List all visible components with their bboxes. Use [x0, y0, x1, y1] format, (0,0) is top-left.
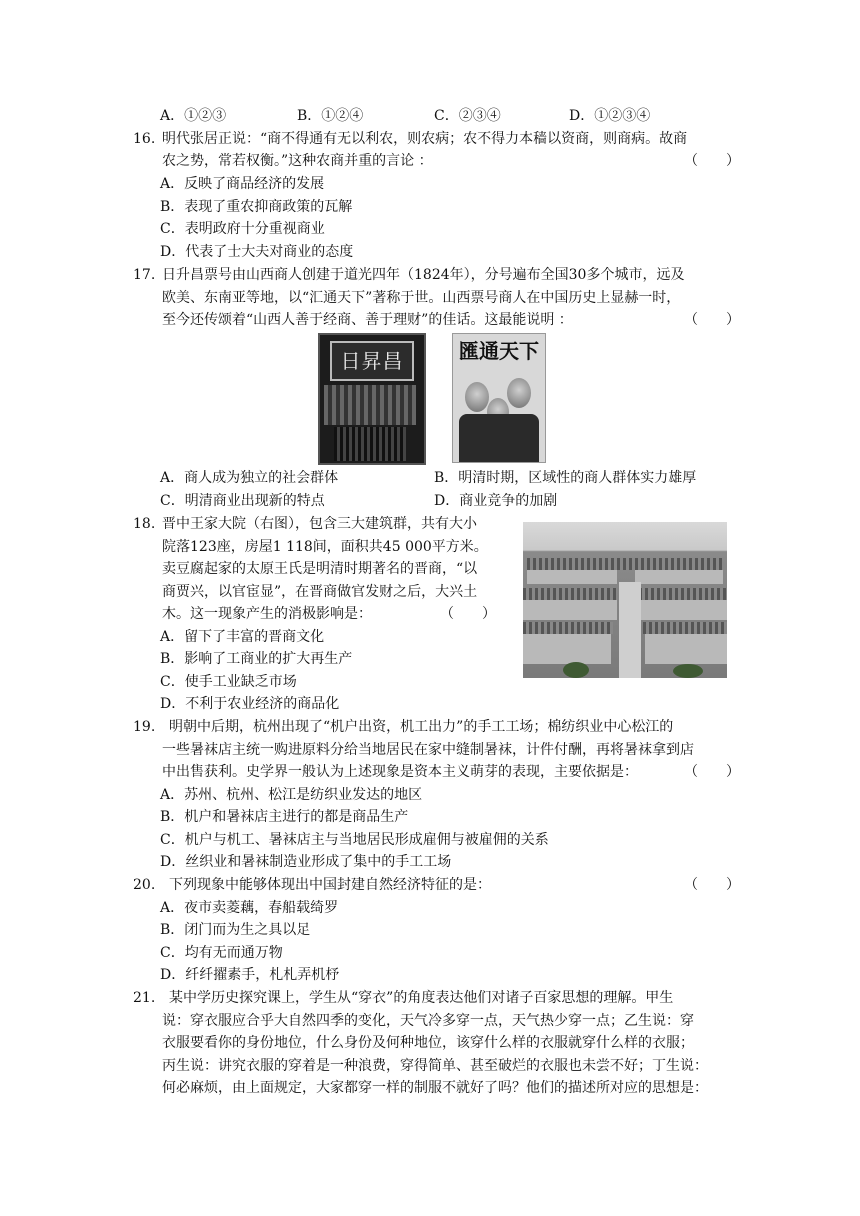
- question-text: 一些暑袜店主统一购进原料分给当地居民在家中缝制暑袜，计件付酬，再将暑袜拿到店: [162, 742, 694, 758]
- option-c: C．明清商业出现新的特点: [160, 493, 325, 509]
- door-lattice: [334, 427, 406, 461]
- roof-row: [523, 588, 617, 600]
- signboard-plaque: 日昇昌: [330, 341, 414, 381]
- answer-blank: （ ）: [440, 606, 496, 622]
- option-a: A．苏州、杭州、松江是纺织业发达的地区: [160, 787, 423, 803]
- figure-coats: [459, 414, 539, 462]
- question-text: 说：穿衣服应合乎大自然四季的变化，天气冷多穿一点，天气热少穿一点；乙生说：穿: [162, 1013, 694, 1029]
- question-text: 晋中王家大院（右图），包含三大建筑群，共有大小: [162, 516, 477, 532]
- option-c: C．均有无而通万物: [160, 945, 283, 961]
- roof-row: [527, 558, 723, 570]
- question-number: 18.: [133, 516, 156, 532]
- question-text: 何必麻烦，由上面规定，大家都穿一样的制服不就好了吗？他们的描述所对应的思想是：: [162, 1080, 708, 1096]
- roof-row: [643, 622, 727, 634]
- option-c: C．②③④: [434, 108, 501, 124]
- question-text: 衣服要看你的身份地位，什么身份及何种地位，该穿什么样的衣服就穿什么样的衣服；: [162, 1035, 694, 1051]
- question-number: 21.: [133, 990, 156, 1006]
- courtyard-wall: [523, 634, 611, 664]
- question-text: 日升昌票号由山西商人创建于道光四年（1824年），分号遍布全国30多个城市，远及: [162, 267, 685, 283]
- question-text: 中出售获利。史学界一般认为上述现象是资本主义萌芽的表现，主要依据是：: [162, 764, 638, 780]
- question-text: 木。这一现象产生的消极影响是：: [162, 606, 372, 622]
- courtyard-wall: [635, 570, 723, 584]
- option-c: C．机户与机工、暑袜店主与当地居民形成雇佣与被雇佣的关系: [160, 832, 549, 848]
- question-number: 16.: [133, 131, 156, 147]
- courtyard-wall: [645, 634, 727, 664]
- option-c: C．表明政府十分重视商业: [160, 221, 325, 237]
- wang-family-courtyard-image: [523, 522, 727, 678]
- question-number: 17.: [133, 267, 156, 283]
- rishengchang-signboard-image: [318, 333, 426, 465]
- question-text: 农之势，常若权衡。”这种农商并重的言论 ：: [162, 153, 433, 169]
- option-a: A．夜市卖菱藕，春船载绮罗: [160, 900, 339, 916]
- courtyard-wall: [639, 600, 727, 620]
- huitongtianxia-poster-image: [452, 333, 546, 463]
- question-text: 明朝中后期，杭州出现了“机户出资，机工出力”的手工工场；棉纺织业中心松江的: [169, 719, 674, 735]
- question-text: 欧美、东南亚等地，以“汇通天下”著称于世。山西票号商人在中国历史上显赫一时，: [162, 290, 681, 306]
- answer-blank: （ ）: [684, 312, 740, 328]
- answer-blank: （ ）: [684, 764, 740, 780]
- poster-title: 匯通天下: [459, 339, 539, 363]
- courtyard-wall: [527, 570, 617, 584]
- option-d: D．纤纤擢素手，札札弄机杼: [160, 967, 340, 983]
- option-b: B．机户和暑袜店主进行的都是商品生产: [160, 809, 409, 825]
- option-d: D．代表了士大夫对商业的态度: [160, 244, 354, 260]
- courtyard-wall: [523, 600, 617, 620]
- option-c: C．使手工业缺乏市场: [160, 674, 297, 690]
- question-number: 20.: [133, 877, 156, 893]
- option-b: B．明清时期，区域性的商人群体实力雄厚: [434, 470, 697, 486]
- tree: [563, 662, 589, 678]
- option-b: B．表现了重农抑商政策的瓦解: [160, 199, 353, 215]
- question-text: 下列现象中能够体现出中国封建自然经济特征的是：: [169, 877, 491, 893]
- question-text: 至今还传颂着“山西人善于经商、善于理财”的佳话。这最能说明 ：: [162, 312, 573, 328]
- question-text: 丙生说：讲究衣服的穿着是一种浪费，穿得简单、甚至破烂的衣服也未尝不好；丁生说：: [162, 1058, 708, 1074]
- roof-row: [639, 588, 727, 600]
- option-a: A．留下了丰富的晋商文化: [160, 629, 325, 645]
- option-d: D．商业竞争的加剧: [434, 493, 558, 509]
- option-b: B．闭门而为生之具以足: [160, 922, 311, 938]
- option-a: A．①②③: [160, 108, 227, 124]
- option-a: A．商人成为独立的社会群体: [160, 470, 339, 486]
- option-b: B．影响了工商业的扩大再生产: [160, 651, 353, 667]
- question-text: 商贾兴，以官宦显”，在晋商做官发财之后，大兴土: [162, 584, 478, 600]
- option-a: A．反映了商品经济的发展: [160, 176, 325, 192]
- question-text: 某中学历史探究课上，学生从“穿衣”的角度表达他们对诸子百家思想的理解。甲生: [169, 990, 674, 1006]
- figure-face: [507, 378, 531, 408]
- roof-row: [523, 622, 613, 634]
- question-text: 院落123座，房屋1 118间，面积共45 000平方米。: [162, 539, 488, 555]
- answer-blank: （ ）: [684, 153, 740, 169]
- figure-face: [465, 382, 489, 412]
- question-number: 19.: [133, 719, 156, 735]
- option-d: D．丝织业和暑袜制造业形成了集中的手工工场: [160, 854, 452, 870]
- answer-blank: （ ）: [684, 877, 740, 893]
- option-b: B．①②④: [297, 108, 364, 124]
- question-text: 卖豆腐起家的太原王氏是明清时期著名的晋商，“以: [162, 561, 478, 577]
- tree: [673, 664, 703, 678]
- question-text: 明代张居正说：“商不得通有无以利农，则农病；农不得力本穑以资商，则商病。故商: [162, 131, 688, 147]
- option-d: D．①②③④: [569, 108, 651, 124]
- carved-eaves: [324, 385, 416, 425]
- option-d: D．不利于农业经济的商品化: [160, 696, 340, 712]
- alley: [619, 582, 641, 678]
